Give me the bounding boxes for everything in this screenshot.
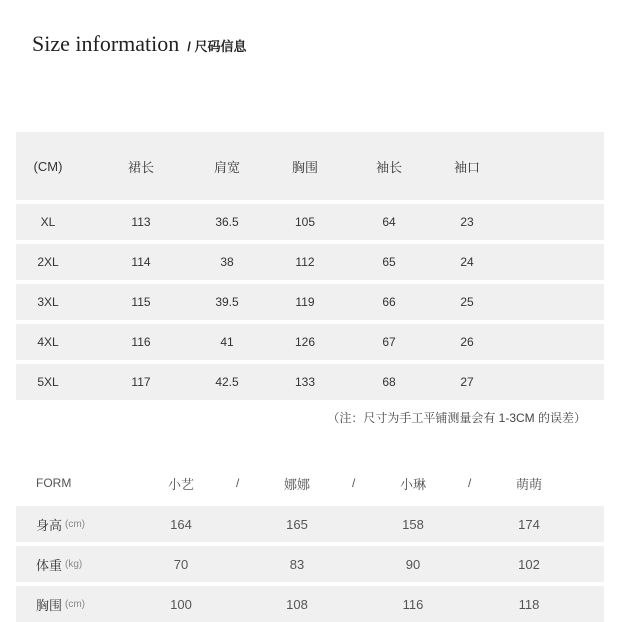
cuff-value: 26 — [460, 335, 474, 349]
page-title — [32, 31, 246, 57]
model-value: 174 — [518, 516, 540, 532]
table-row — [16, 284, 604, 320]
column-separator: / — [468, 476, 472, 490]
cuff-value: 27 — [460, 375, 474, 389]
model-value: 108 — [286, 596, 308, 612]
cuff-value: 24 — [460, 255, 474, 269]
measure-unit: (cm) — [65, 598, 86, 610]
sleeve-length-value: 64 — [382, 215, 396, 229]
sleeve-length-value: 65 — [382, 255, 396, 269]
shoulder-width-value: 42.5 — [215, 375, 239, 389]
title-chinese: / 尺码信息 — [187, 39, 247, 54]
model-name: 小琳 — [399, 476, 426, 492]
model-name: 娜娜 — [283, 476, 310, 492]
model-value: 165 — [286, 516, 308, 532]
table-row — [16, 324, 604, 360]
measure-name: 体重 — [36, 557, 63, 573]
measure-unit: (cm) — [65, 518, 86, 530]
model-value: 100 — [170, 596, 192, 612]
measure-label — [36, 546, 82, 582]
bust-value: 112 — [295, 255, 315, 269]
table-row — [16, 586, 604, 622]
measure-label — [36, 506, 85, 542]
shoulder-width-value: 36.5 — [215, 215, 239, 229]
model-value: 118 — [518, 596, 540, 612]
skirt-length-value: 113 — [131, 215, 151, 229]
header-unit: (CM) — [33, 158, 63, 174]
size-label: 2XL — [37, 255, 59, 269]
sleeve-length-value: 67 — [382, 335, 396, 349]
measure-name: 胸围 — [36, 597, 63, 613]
model-value: 70 — [173, 556, 189, 572]
shoulder-width-value: 41 — [220, 335, 234, 349]
header-shoulder-width: 肩宽 — [213, 159, 240, 175]
model-value: 116 — [402, 596, 424, 612]
sleeve-length-value: 68 — [382, 375, 396, 389]
table-row — [16, 244, 604, 280]
model-value: 158 — [402, 516, 424, 532]
sleeve-length-value: 66 — [382, 295, 396, 309]
column-separator: / — [236, 476, 240, 490]
skirt-length-value: 115 — [131, 295, 151, 309]
form-table-header — [16, 464, 604, 502]
bust-value: 126 — [294, 335, 316, 349]
table-row — [16, 364, 604, 400]
model-value: 102 — [518, 556, 540, 572]
table-row — [16, 506, 604, 542]
header-sleeve-length: 袖长 — [375, 159, 402, 175]
size-label: 3XL — [37, 295, 59, 309]
skirt-length-value: 117 — [131, 375, 151, 389]
cuff-value: 23 — [460, 215, 474, 229]
bust-value: 119 — [295, 295, 315, 309]
title-english: Size information — [32, 31, 180, 56]
table-row — [16, 546, 604, 582]
shoulder-width-value: 39.5 — [215, 295, 239, 309]
model-form-table — [16, 464, 604, 622]
header-bust: 胸围 — [291, 159, 318, 175]
model-value: 164 — [170, 516, 192, 532]
bust-value: 133 — [294, 375, 316, 389]
measure-label — [36, 586, 85, 622]
form-header-label: FORM — [36, 476, 72, 490]
size-table — [16, 132, 604, 400]
model-name: 萌萌 — [515, 476, 542, 492]
skirt-length-value: 116 — [131, 335, 151, 349]
size-label: 5XL — [37, 375, 59, 389]
header-cuff: 袖口 — [453, 159, 480, 175]
column-separator: / — [352, 476, 356, 490]
model-name: 小艺 — [167, 476, 194, 492]
measure-unit: (kg) — [65, 558, 83, 570]
size-label: XL — [40, 215, 56, 229]
measurement-note: （注：尺寸为手工平铺测量会有 1-3CM 的误差） — [327, 411, 586, 425]
model-value: 90 — [405, 556, 421, 572]
cuff-value: 25 — [460, 295, 474, 309]
skirt-length-value: 114 — [131, 255, 151, 269]
shoulder-width-value: 38 — [220, 255, 234, 269]
size-label: 4XL — [37, 335, 59, 349]
header-skirt-length: 裙长 — [127, 159, 154, 175]
measure-name: 身高 — [36, 517, 63, 533]
size-table-header — [16, 132, 604, 200]
bust-value: 105 — [294, 215, 316, 229]
table-row — [16, 204, 604, 240]
model-value: 83 — [289, 556, 305, 572]
